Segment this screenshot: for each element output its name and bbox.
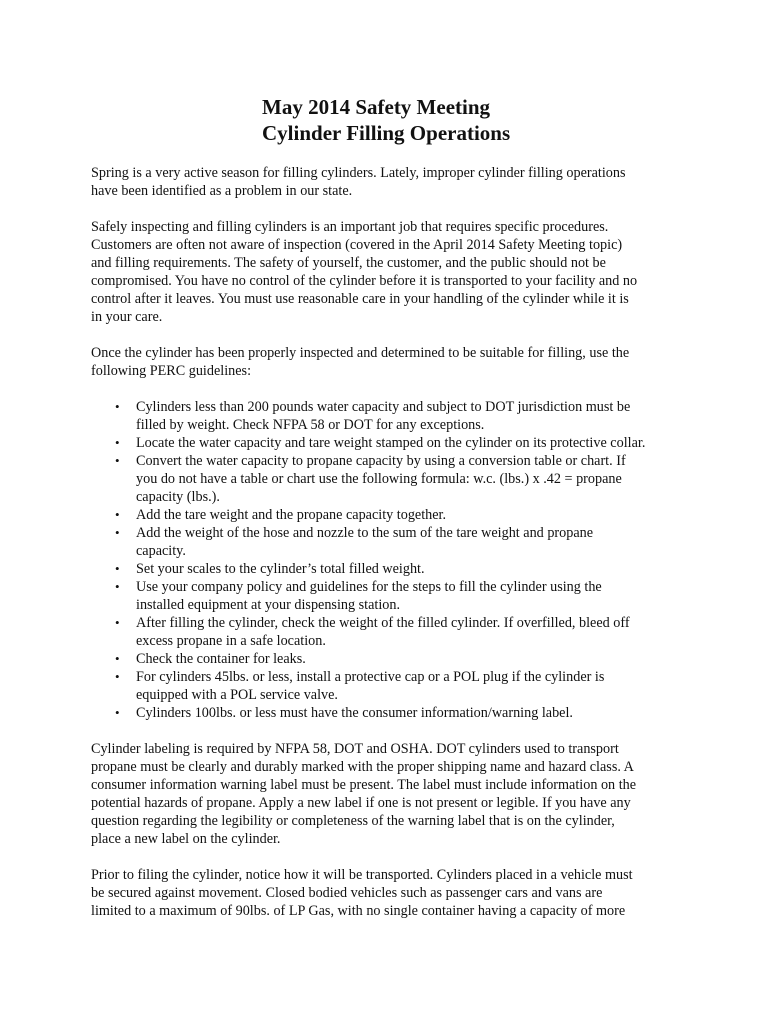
bullet-icon: • (115, 525, 120, 540)
intro-paragraph (91, 164, 691, 200)
text-line: After filling the cylinder, check the weight of the filled cylinder. If overfilled, bleed off (136, 615, 630, 631)
text-line: Customers are often not aware of inspection (covered in the April 2014 Safety Meeting topic) (91, 237, 623, 253)
text-line: propane must be clearly and durably marked with the proper shipping name and hazard class. A (91, 759, 634, 775)
text-line: For cylinders 45lbs. or less, install a protective cap or a POL plug if the cylinder is (136, 669, 605, 685)
subtitle-line: Cylinder Filling Operations (262, 121, 511, 145)
text-line: Set your scales to the cylinder’s total filled weight. (136, 561, 425, 577)
text-line: question regarding the legibility or completeness of the warning label that is on the cylinder, (91, 813, 615, 829)
inspection-paragraph (91, 218, 691, 326)
text-line: Cylinders less than 200 pounds water capacity and subject to DOT jurisdiction must be (136, 399, 631, 415)
list-item (91, 668, 691, 704)
text-line: compromised. You have no control of the cylinder before it is transported to your facility and no (91, 273, 638, 289)
text-line: Convert the water capacity to propane capacity by using a conversion table or chart. If (136, 453, 626, 469)
text-line: Prior to filing the cylinder, notice how it will be transported. Cylinders placed in a vehicle must (91, 867, 633, 883)
list-item (91, 704, 691, 722)
text-line: equipped with a POL service valve. (136, 687, 338, 703)
text-line: Check the container for leaks. (136, 651, 306, 667)
text-line: control after it leaves. You must use reasonable care in your handling of the cylinder while it is (91, 291, 629, 307)
bullet-icon: • (115, 453, 120, 468)
text-line: Add the weight of the hose and nozzle to the sum of the tare weight and propane (136, 525, 594, 541)
list-item (91, 614, 691, 650)
text-line: excess propane in a safe location. (136, 633, 326, 649)
list-item (91, 578, 691, 614)
text-line: capacity (lbs.). (136, 489, 220, 505)
text-line: following PERC guidelines: (91, 363, 252, 379)
transport-paragraph (91, 866, 691, 920)
guidelines-intro-paragraph (91, 344, 691, 380)
text-line: consumer information warning label must be present. The label must include information on the (91, 777, 637, 793)
list-item (91, 434, 691, 452)
text-line: you do not have a table or chart use the following formula: w.c. (lbs.) x .42 = propane (136, 471, 622, 487)
bullet-icon: • (115, 561, 120, 576)
text-line: Cylinders 100lbs. or less must have the consumer information/warning label. (136, 705, 573, 721)
title-line: May 2014 Safety Meeting (262, 95, 491, 119)
list-item (91, 506, 691, 524)
document-title (262, 94, 510, 146)
text-line: installed equipment at your dispensing station. (136, 597, 401, 613)
text-line: place a new label on the cylinder. (91, 831, 281, 847)
document-body (91, 164, 691, 938)
list-item (91, 524, 691, 560)
bullet-icon: • (115, 579, 120, 594)
bullet-icon: • (115, 399, 120, 414)
list-item (91, 452, 691, 506)
text-line: potential hazards of propane. Apply a new label if one is not present or legible. If you have any (91, 795, 631, 811)
text-line: Add the tare weight and the propane capacity together. (136, 507, 447, 523)
text-line: limited to a maximum of 90lbs. of LP Gas, with no single container having a capacity of more (91, 903, 626, 919)
bullet-icon: • (115, 651, 120, 666)
bullet-icon: • (115, 615, 120, 630)
guidelines-list (91, 398, 691, 722)
labeling-paragraph (91, 740, 691, 848)
text-line: be secured against movement. Closed bodied vehicles such as passenger cars and vans are (91, 885, 603, 901)
text-line: Safely inspecting and filling cylinders is an important job that requires specific procedures. (91, 219, 609, 235)
text-line: capacity. (136, 543, 186, 559)
bullet-icon: • (115, 435, 120, 450)
text-line: Cylinder labeling is required by NFPA 58, DOT and OSHA. DOT cylinders used to transport (91, 741, 619, 757)
list-item (91, 560, 691, 578)
bullet-icon: • (115, 669, 120, 684)
text-line: in your care. (91, 309, 163, 325)
bullet-icon: • (115, 507, 120, 522)
list-item (91, 398, 691, 434)
text-line: filled by weight. Check NFPA 58 or DOT for any exceptions. (136, 417, 485, 433)
text-line: and filling requirements. The safety of yourself, the customer, and the public should not be (91, 255, 606, 271)
text-line: Once the cylinder has been properly inspected and determined to be suitable for filling, use the (91, 345, 630, 361)
text-line: Use your company policy and guidelines for the steps to fill the cylinder using the (136, 579, 602, 595)
text-line: Spring is a very active season for filling cylinders. Lately, improper cylinder filling operations (91, 165, 626, 181)
text-line: Locate the water capacity and tare weight stamped on the cylinder on its protective collar. (136, 435, 646, 451)
text-line: have been identified as a problem in our state. (91, 183, 353, 199)
list-item (91, 650, 691, 668)
bullet-icon: • (115, 705, 120, 720)
